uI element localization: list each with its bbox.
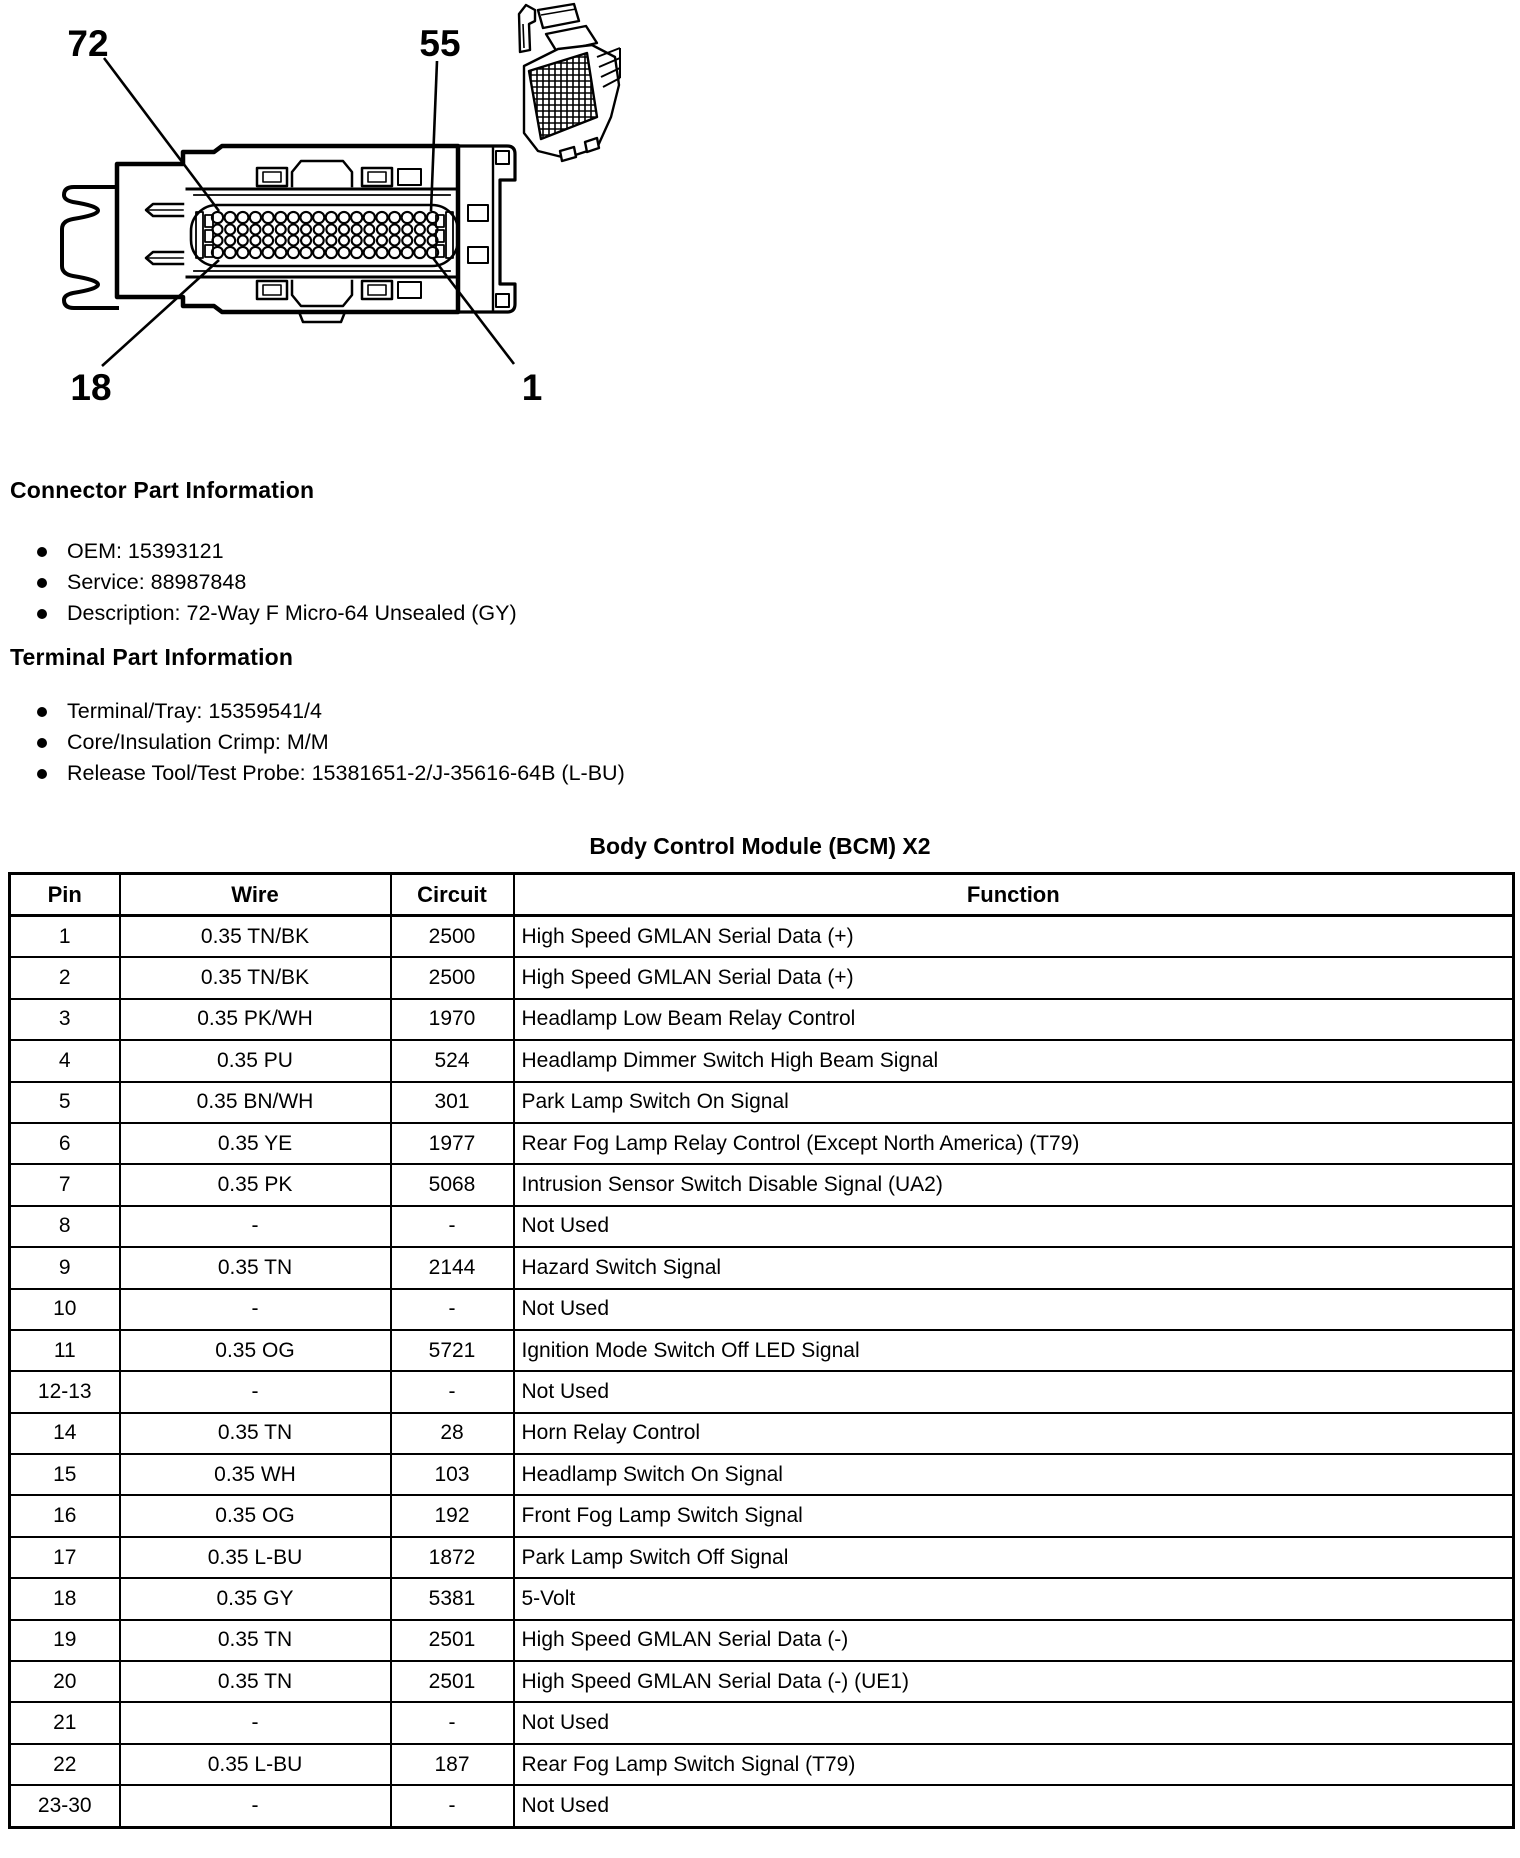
circuit-cell: 5381 [391, 1578, 514, 1619]
function-cell: High Speed GMLAN Serial Data (+) [514, 916, 1514, 958]
pin-cell: 16 [10, 1495, 120, 1536]
circuit-cell: 2501 [391, 1661, 514, 1702]
circuit-cell: - [391, 1371, 514, 1412]
table-header-row [10, 874, 1514, 916]
list-item-text: Terminal/Tray: 15359541/4 [67, 699, 322, 723]
pin-cell: 8 [10, 1206, 120, 1247]
wire-cell: 0.35 PK [120, 1164, 391, 1205]
list-item-text: Description: 72-Way F Micro-64 Unsealed (GY) [67, 601, 517, 625]
circuit-cell: 5721 [391, 1330, 514, 1371]
pin-label-55: 55 [419, 23, 461, 64]
pin-cell: 5 [10, 1082, 120, 1123]
table-row [10, 1247, 1514, 1288]
list-item-text: Core/Insulation Crimp: M/M [67, 730, 329, 754]
pin-cell: 15 [10, 1454, 120, 1495]
3d-bottom-tab-2 [585, 138, 599, 152]
circuit-cell: 524 [391, 1040, 514, 1081]
function-cell: Rear Fog Lamp Relay Control (Except North America) (T79) [514, 1123, 1514, 1164]
table-row [10, 999, 1514, 1040]
circuit-cell: - [391, 1289, 514, 1330]
table-row [10, 1206, 1514, 1247]
function-cell: Hazard Switch Signal [514, 1247, 1514, 1288]
list-item-text: Service: 88987848 [67, 570, 247, 594]
connector-part-info-heading: Connector Part Information [10, 477, 315, 503]
pin-cell: 7 [10, 1164, 120, 1205]
table-row [10, 1785, 1514, 1827]
function-cell: Not Used [514, 1702, 1514, 1743]
pin-label-18: 18 [70, 367, 112, 408]
pin-cell: 10 [10, 1289, 120, 1330]
pinout-table [8, 872, 1515, 1829]
table-row [10, 1578, 1514, 1619]
table-row [10, 1537, 1514, 1578]
pin-cell: 9 [10, 1247, 120, 1288]
table-row [10, 1123, 1514, 1164]
wire-cell: - [120, 1371, 391, 1412]
pin-cell: 1 [10, 916, 120, 958]
leader-line-18 [102, 260, 219, 366]
wire-cell: 0.35 L-BU [120, 1744, 391, 1785]
wire-cell: 0.35 TN [120, 1413, 391, 1454]
pin-cell: 11 [10, 1330, 120, 1371]
3d-bottom-tab-1 [560, 147, 576, 161]
list-item-text: Release Tool/Test Probe: 15381651-2/J-35616-64B (L-BU) [67, 761, 625, 785]
wire-cell: 0.35 BN/WH [120, 1082, 391, 1123]
column-header-circuit: Circuit [391, 874, 514, 916]
circuit-cell: 1872 [391, 1537, 514, 1578]
pin-cell: 20 [10, 1661, 120, 1702]
table-row [10, 1164, 1514, 1205]
wire-cell: 0.35 OG [120, 1495, 391, 1536]
list-item [0, 536, 517, 567]
pin-label-1: 1 [521, 367, 543, 408]
list-item-text: OEM: 15393121 [67, 539, 224, 563]
connector-front-view [62, 146, 515, 322]
circuit-cell: - [391, 1702, 514, 1743]
function-cell: Not Used [514, 1371, 1514, 1412]
wire-cell: 0.35 TN [120, 1620, 391, 1661]
right-flange [458, 146, 515, 312]
table-row [10, 1495, 1514, 1536]
wire-cell: 0.35 TN/BK [120, 957, 391, 998]
circuit-cell: - [391, 1785, 514, 1827]
bullet-icon [37, 609, 47, 619]
table-row [10, 1082, 1514, 1123]
function-cell: High Speed GMLAN Serial Data (+) [514, 957, 1514, 998]
circuit-cell: 2501 [391, 1620, 514, 1661]
pin-cell: 19 [10, 1620, 120, 1661]
connector-part-info-list [0, 536, 517, 629]
function-cell: Headlamp Low Beam Relay Control [514, 999, 1514, 1040]
wire-cell: - [120, 1289, 391, 1330]
wire-cell: 0.35 TN/BK [120, 916, 391, 958]
list-item [0, 758, 625, 789]
wire-cell: 0.35 WH [120, 1454, 391, 1495]
function-cell: Park Lamp Switch On Signal [514, 1082, 1514, 1123]
column-header-function: Function [514, 874, 1514, 916]
circuit-cell: - [391, 1206, 514, 1247]
circuit-cell: 28 [391, 1413, 514, 1454]
table-row [10, 1744, 1514, 1785]
connector-3d-view [519, 4, 620, 161]
pin-grid [212, 212, 438, 258]
pin-cell: 22 [10, 1744, 120, 1785]
table-row [10, 1454, 1514, 1495]
column-header-wire: Wire [120, 874, 391, 916]
wire-cell: 0.35 L-BU [120, 1537, 391, 1578]
table-row [10, 1040, 1514, 1081]
function-cell: High Speed GMLAN Serial Data (-) [514, 1620, 1514, 1661]
guide-prongs [146, 204, 183, 264]
function-cell: Intrusion Sensor Switch Disable Signal (UA2) [514, 1164, 1514, 1205]
wire-cell: 0.35 PK/WH [120, 999, 391, 1040]
bullet-icon [37, 707, 47, 717]
function-cell: Headlamp Dimmer Switch High Beam Signal [514, 1040, 1514, 1081]
wire-cell: - [120, 1702, 391, 1743]
circuit-cell: 187 [391, 1744, 514, 1785]
bullet-icon [37, 547, 47, 557]
wire-cell: 0.35 GY [120, 1578, 391, 1619]
connector-diagram [0, 0, 660, 420]
function-cell: Front Fog Lamp Switch Signal [514, 1495, 1514, 1536]
3d-top-tab [538, 4, 579, 28]
wire-cell: 0.35 OG [120, 1330, 391, 1371]
list-item [0, 727, 625, 758]
function-cell: 5-Volt [514, 1578, 1514, 1619]
table-row [10, 1330, 1514, 1371]
circuit-cell: 1977 [391, 1123, 514, 1164]
wire-cell: - [120, 1206, 391, 1247]
table-row [10, 916, 1514, 958]
wire-cell: 0.35 TN [120, 1661, 391, 1702]
function-cell: Not Used [514, 1206, 1514, 1247]
pin-cell: 6 [10, 1123, 120, 1164]
function-cell: Rear Fog Lamp Switch Signal (T79) [514, 1744, 1514, 1785]
function-cell: Ignition Mode Switch Off LED Signal [514, 1330, 1514, 1371]
wire-cell: 0.35 YE [120, 1123, 391, 1164]
circuit-cell: 2144 [391, 1247, 514, 1288]
pin-cell: 21 [10, 1702, 120, 1743]
list-item [0, 598, 517, 629]
circuit-cell: 192 [391, 1495, 514, 1536]
circuit-cell: 301 [391, 1082, 514, 1123]
circuit-cell: 2500 [391, 916, 514, 958]
pin-label-72: 72 [67, 23, 109, 64]
circuit-cell: 103 [391, 1454, 514, 1495]
wire-cell: - [120, 1785, 391, 1827]
top-latch-details [257, 161, 421, 186]
terminal-part-info-list [0, 696, 625, 789]
circuit-cell: 2500 [391, 957, 514, 998]
circuit-cell: 1970 [391, 999, 514, 1040]
function-cell: Horn Relay Control [514, 1413, 1514, 1454]
list-item [0, 567, 517, 598]
table-row [10, 1413, 1514, 1454]
list-item [0, 696, 625, 727]
bullet-icon [37, 578, 47, 588]
wire-cell: 0.35 PU [120, 1040, 391, 1081]
pin-cell: 4 [10, 1040, 120, 1081]
column-header-pin: Pin [10, 874, 120, 916]
terminal-part-info-heading: Terminal Part Information [10, 644, 294, 670]
leader-line-72 [104, 58, 219, 211]
bottom-latch-details [257, 281, 421, 322]
function-cell: Not Used [514, 1785, 1514, 1827]
circuit-cell: 5068 [391, 1164, 514, 1205]
pin-cell: 3 [10, 999, 120, 1040]
3d-flag-tab [519, 5, 535, 52]
table-row [10, 957, 1514, 998]
table-row [10, 1661, 1514, 1702]
table-row [10, 1620, 1514, 1661]
function-cell: High Speed GMLAN Serial Data (-) (UE1) [514, 1661, 1514, 1702]
pin-cell: 12-13 [10, 1371, 120, 1412]
bullet-icon [37, 738, 47, 748]
left-lock-profile [62, 187, 117, 308]
wire-cell: 0.35 TN [120, 1247, 391, 1288]
bullet-icon [37, 769, 47, 779]
pin-cell: 2 [10, 957, 120, 998]
table-row [10, 1289, 1514, 1330]
pin-cell: 23-30 [10, 1785, 120, 1827]
table-title: Body Control Module (BCM) X2 [589, 833, 931, 859]
function-cell: Park Lamp Switch Off Signal [514, 1537, 1514, 1578]
function-cell: Headlamp Switch On Signal [514, 1454, 1514, 1495]
pin-cell: 18 [10, 1578, 120, 1619]
table-row [10, 1702, 1514, 1743]
pin-cell: 17 [10, 1537, 120, 1578]
pin-cell: 14 [10, 1413, 120, 1454]
table-row [10, 1371, 1514, 1412]
function-cell: Not Used [514, 1289, 1514, 1330]
